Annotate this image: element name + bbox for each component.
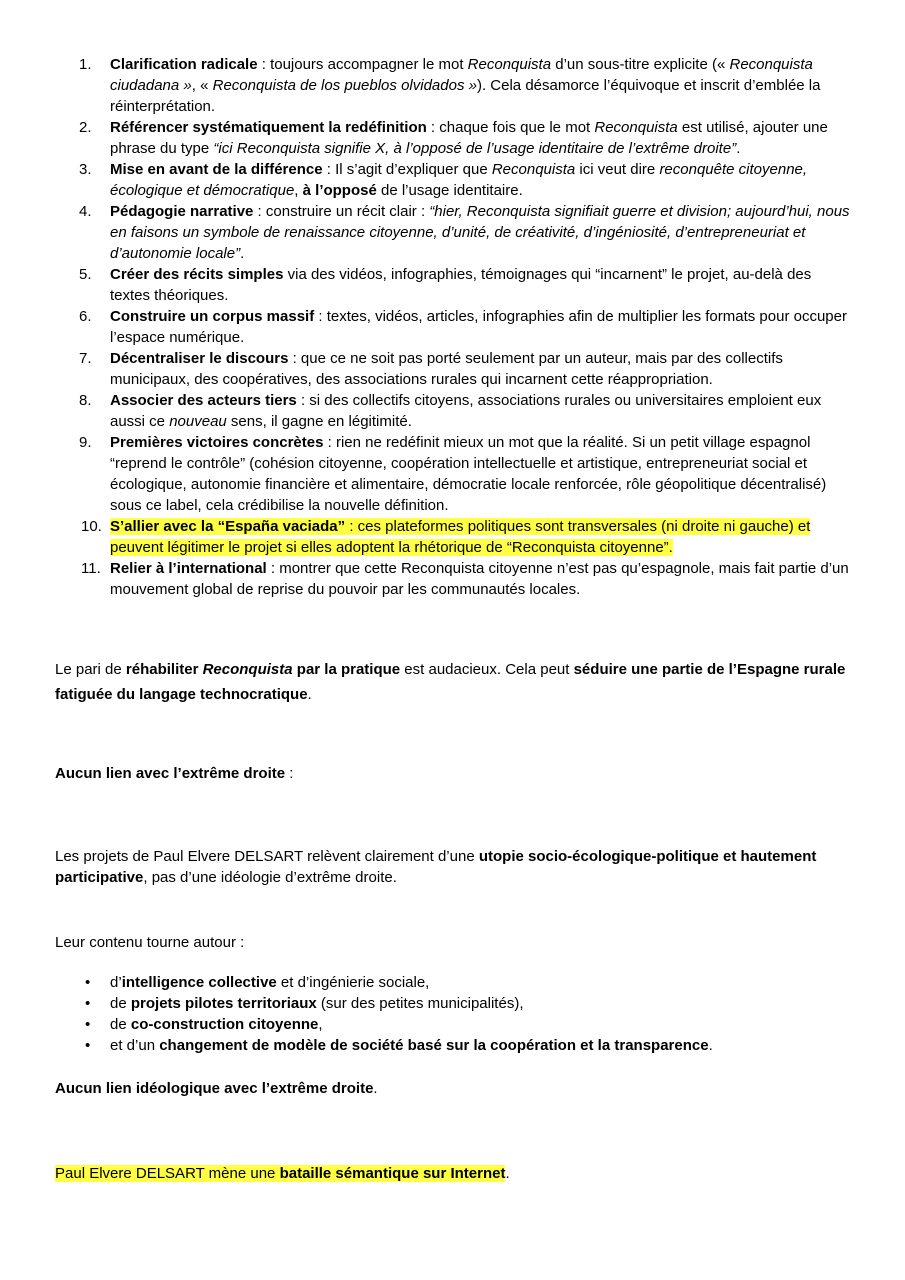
bullet-icon: • [85,1016,91,1033]
item-number: 11. [81,560,101,577]
list-item-9: 9. Premières victoires concrètes : rien ne redéfinit mieux un mot que la réalité. Si un petit village espagnol “reprend le contrôle” (cohésion citoyenne, coopération intellectuelle et artistique, entrepreneuriat social et écologique, autonomie financière et alimentaire, démocratie locale renforcée, rôle géopolitique décentralisé) sous ce label, cela crédibilise la nouvelle définition. [79,434,827,514]
item-number: 4. [79,203,92,220]
item-title: Créer des récits simples [110,266,284,283]
bullet-icon: • [85,995,91,1012]
item-number: 7. [79,350,92,367]
pari-paragraph: Le pari de réhabiliter Reconquista par la pratique est audacieux. Cela peut séduire une partie de l’Espagne rurale fatiguée du langage technocratique. [55,661,846,703]
list-item-8: 8. Associer des acteurs tiers : si des collectifs citoyens, associations rurales ou universitaires emploient eux aussi ce nouveau sens, il gagne en légitimité. [79,392,822,430]
list-item-6: 6. Construire un corpus massif : textes, vidéos, articles, infographies afin de multiplier les formats pour occuper l’espace numérique. [79,308,847,346]
item-title: Associer des acteurs tiers [110,392,297,409]
item-number: 10. [81,518,102,535]
item-number: 3. [79,161,92,178]
item-title: Premières victoires concrètes [110,434,324,451]
list-item-11: 11. Relier à l’international : montrer que cette Reconquista citoyenne n’est pas qu’espagnole, mais fait partie d’un mouvement global de reprise du pouvoir par les communautés locales. [81,560,849,598]
item-number: 9. [79,434,92,451]
numbered-list [55,54,855,600]
item-number: 2. [79,119,92,136]
item-title: Décentraliser le discours [110,350,289,367]
highlighted-text: Paul Elvere DELSART mène une bataille sémantique sur Internet [55,1165,506,1182]
list-item-2: 2. Référencer systématiquement la redéfinition : chaque fois que le mot Reconquista est utilisé, ajouter une phrase du type “ici Reconquista signifie X, à l’opposé de l’usage identitaire de l’extrême droite”. [79,119,828,157]
item-title: Mise en avant de la différence [110,161,323,178]
item-number: 5. [79,266,92,283]
list-item-5: 5. Créer des récits simples via des vidéos, infographies, témoignages qui “incarnent” le projet, au-delà des textes théoriques. [79,266,812,304]
highlighted-text: S’allier avec la “España vaciada” : ces plateformes politiques sont transversales (ni droite ni gauche) et peuvent légitimer le projet si elles adoptent la rhétorique de “Reconquista citoyenne”. [110,518,811,556]
bullet-icon: • [85,1037,91,1054]
item-title: Clarification radicale [110,56,258,73]
list-item-1: 1. Clarification radicale : toujours accompagner le mot Reconquista d’un sous-titre explicite (« Reconquista ciudadana », « Reconquista de los pueblos olvidados »). Cela désamorce l’équivoque et inscrit d’emblée la réinterprétation. [79,56,821,115]
item-title: Pédagogie narrative [110,203,254,220]
bullet-item-4: • et d’un changement de modèle de société basé sur la coopération et la transparence. [85,1037,713,1054]
aucun-lien-ideologique: Aucun lien idéologique avec l’extrême droite. [55,1080,378,1097]
item-title: S’allier avec la “España vaciada” [110,518,346,535]
item-number: 6. [79,308,92,325]
item-number: 8. [79,392,92,409]
item-title: Construire un corpus massif [110,308,315,325]
item-number: 1. [79,56,92,73]
bullet-item-1: • d’intelligence collective et d’ingénierie sociale, [85,974,430,991]
item-title: Relier à l’international [110,560,267,577]
list-item-4: 4. Pédagogie narrative : construire un récit clair : “hier, Reconquista signifiait guerre et division; aujourd’hui, nous en faisons un symbole de renaissance citoyenne, d’unité, de créativité, d’ingéniosité, d’entrepreneuriat et d’autonomie locale”. [79,203,850,262]
list-item-3: 3. Mise en avant de la différence : Il s’agit d’expliquer que Reconquista ici veut dire reconquête citoyenne, écologique et démocratique, à l’opposé de l’usage identitaire. [79,161,808,199]
projets-paragraph: Les projets de Paul Elvere DELSART relèvent clairement d’une utopie socio-écologique-politique et hautement participative, pas d’une idéologie d’extrême droite. [55,848,817,886]
aucun-lien-heading: Aucun lien avec l’extrême droite : [55,765,294,782]
bataille-paragraph: Paul Elvere DELSART mène une bataille sémantique sur Internet. [55,1165,510,1182]
list-item-10 [55,516,855,558]
item-title: Référencer systématiquement la redéfinition [110,119,427,136]
bullet-list [55,972,855,1056]
list-item-7: 7. Décentraliser le discours : que ce ne soit pas porté seulement par un auteur, mais par des collectifs municipaux, des coopératives, des associations rurales qui incarnent cette réappropriation. [79,350,783,388]
bullet-item-2: • de projets pilotes territoriaux (sur des petites municipalités), [85,995,524,1012]
contenu-intro: Leur contenu tourne autour : [55,934,245,951]
bullet-item-3: • de co-construction citoyenne, [85,1016,323,1033]
bullet-icon: • [85,974,91,991]
